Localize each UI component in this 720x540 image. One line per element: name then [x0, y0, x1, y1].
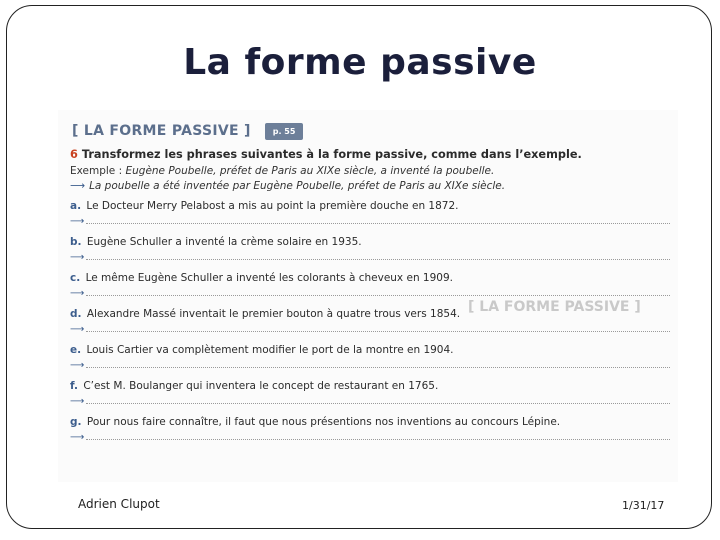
- example-answer-line: [70, 180, 670, 192]
- arrow-icon: ⟶: [70, 287, 85, 299]
- scanned-exercise-image: [58, 110, 678, 482]
- page-reference-badge: p. 55: [265, 123, 304, 140]
- exercise-body: [70, 148, 670, 444]
- item-letter: e.: [70, 344, 82, 356]
- dotted-answer-line: [86, 295, 670, 296]
- exercise-item: [70, 414, 670, 444]
- item-text: Le Docteur Merry Pelabost a mis au point la première douche en 1872.: [86, 200, 459, 212]
- answer-line: [70, 214, 670, 228]
- arrow-icon: ⟶: [70, 359, 85, 371]
- exercise-item: [70, 342, 670, 372]
- item-text: C’est M. Boulanger qui inventera le concept de restaurant en 1765.: [83, 380, 439, 392]
- item-text: Le même Eugène Schuller a inventé les colorants à cheveux en 1909.: [85, 272, 453, 284]
- item-letter: a.: [70, 200, 82, 212]
- arrow-icon: ⟶: [70, 180, 86, 192]
- exercise-item-sentence: [70, 234, 670, 250]
- exercise-item: [70, 198, 670, 228]
- dotted-answer-line: [86, 439, 670, 440]
- arrow-icon: ⟶: [70, 251, 85, 263]
- arrow-icon: ⟶: [70, 431, 85, 443]
- exercise-number: 6: [70, 148, 78, 161]
- answer-line: [70, 286, 670, 300]
- exercise-item: [70, 234, 670, 264]
- dotted-answer-line: [86, 223, 670, 224]
- item-text: Alexandre Massé inventait le premier bouton à quatre trous vers 1854.: [86, 308, 461, 320]
- bleed-through-heading: [ LA FORME PASSIVE ]: [468, 299, 641, 315]
- exercise-item-sentence: [70, 342, 670, 358]
- exercise-item-sentence: [70, 414, 670, 430]
- arrow-icon: ⟶: [70, 323, 85, 335]
- answer-line: [70, 358, 670, 372]
- example-sentence: Eugène Poubelle, préfet de Paris au XIXe siècle, a inventé la poubelle.: [125, 165, 495, 177]
- exercise-item: [70, 306, 670, 336]
- item-text: Pour nous faire connaître, il faut que nous présentions nos inventions au concours Lépine.: [86, 416, 561, 428]
- exercise-header: [72, 120, 303, 142]
- dotted-answer-line: [86, 331, 670, 332]
- author-footer: Adrien Clupot: [78, 497, 160, 511]
- section-title: [ LA FORME PASSIVE ]: [72, 123, 251, 139]
- exercise-item-sentence: [70, 306, 670, 322]
- example-label: Exemple :: [70, 165, 123, 177]
- arrow-icon: ⟶: [70, 395, 85, 407]
- example-line: [70, 165, 670, 177]
- exercise-item-sentence: [70, 198, 670, 214]
- exercise-item: [70, 270, 670, 300]
- dotted-answer-line: [86, 259, 670, 260]
- item-letter: b.: [70, 236, 82, 248]
- answer-line: [70, 394, 670, 408]
- item-letter: f.: [70, 380, 78, 392]
- exercise-item-sentence: [70, 270, 670, 286]
- item-letter: d.: [70, 308, 82, 320]
- exercise-instruction-line: [70, 148, 670, 161]
- date-footer: 1/31/17: [622, 499, 665, 512]
- answer-line: [70, 250, 670, 264]
- slide-title: La forme passive: [183, 42, 537, 83]
- dotted-answer-line: [86, 367, 670, 368]
- answer-line: [70, 322, 670, 336]
- exercise-instruction: Transformez les phrases suivantes à la forme passive, comme dans l’exemple.: [81, 148, 582, 161]
- exercise-items: [70, 198, 670, 444]
- answer-line: [70, 430, 670, 444]
- dotted-answer-line: [86, 403, 670, 404]
- arrow-icon: ⟶: [70, 215, 85, 227]
- item-letter: c.: [70, 272, 81, 284]
- exercise-item: [70, 378, 670, 408]
- example-answer: La poubelle a été inventée par Eugène Poubelle, préfet de Paris au XIXe siècle.: [89, 180, 506, 192]
- item-letter: g.: [70, 416, 82, 428]
- item-text: Louis Cartier va complètement modifier le port de la montre en 1904.: [86, 344, 454, 356]
- item-text: Eugène Schuller a inventé la crème solaire en 1935.: [86, 236, 362, 248]
- exercise-item-sentence: [70, 378, 670, 394]
